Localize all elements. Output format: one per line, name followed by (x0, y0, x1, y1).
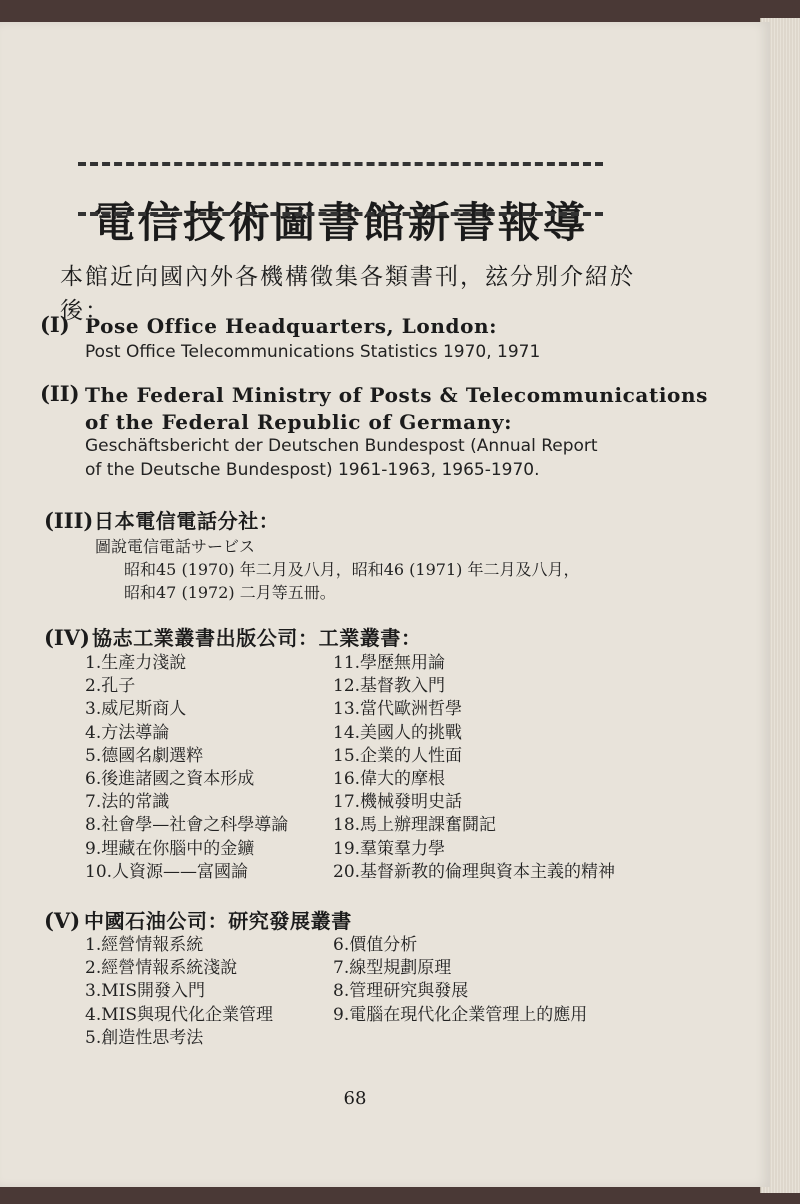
list-item: 17.機械發明史話 (333, 792, 463, 813)
list-item: 3.威尼斯商人 (85, 699, 187, 720)
list-item: 18.馬上辦理課奮鬪記 (333, 815, 497, 836)
section-5-heading: 中國石油公司：研究發展叢書 (84, 909, 352, 933)
list-item: 4.MIS與現代化企業管理 (85, 1004, 273, 1025)
section-1-body: Post Office Telecommunications Statistics 1970, 1971 (85, 342, 541, 362)
list-item: 2.孔子 (85, 676, 136, 697)
list-item: 7.線型規劃原理 (333, 958, 452, 979)
section-3-subtitle: 圖說電信電話サービス (95, 537, 256, 556)
book-page (0, 22, 770, 1187)
page-title: 電信技術圖書館新書報導 (92, 198, 588, 247)
section-4-right-list (333, 652, 615, 884)
list-item: 3.MIS開發入門 (85, 981, 205, 1002)
list-item: 5.德國名劇選粹 (85, 745, 204, 766)
list-item: 14.美國人的挑戰 (333, 722, 463, 743)
section-5-right-list (333, 934, 587, 1027)
list-item: 8.社會學—社會之科學導論 (85, 815, 289, 836)
list-item: 6.後進諸國之資本形成 (85, 768, 255, 789)
list-item: 9.埋藏在你腦中的金鑛 (85, 838, 255, 859)
list-item: 9.電腦在現代化企業管理上的應用 (333, 1004, 588, 1025)
list-item: 6.價值分析 (333, 935, 418, 955)
list-item: 4.方法導論 (85, 722, 170, 743)
section-1-heading: Pose Office Headquarters, London: (85, 314, 498, 338)
section-4-heading: 協志工業叢書出版公司：工業叢書： (92, 626, 422, 650)
section-3-line1: 昭和45 (1970) 年二月及八月，昭和46 (1971) 年二月及八月， (124, 560, 580, 579)
list-item: 5.創造性思考法 (85, 1027, 204, 1048)
section-5-left-list (85, 934, 273, 1050)
list-item: 8.管理研究與發展 (333, 981, 469, 1002)
title-rule-bottom (78, 212, 603, 216)
list-item: 12.基督教入門 (333, 676, 446, 697)
section-5-label: (V) (44, 908, 81, 933)
section-4-left-list (85, 652, 288, 884)
section-1-label: (I) (40, 312, 70, 337)
section-3-line2: 昭和47 (1972) 二月等五冊。 (124, 583, 336, 602)
list-item: 2.經營情報系統淺說 (85, 958, 238, 979)
section-3-heading: 日本電信電話分社： (94, 509, 280, 533)
section-4-label: (IV) (44, 625, 90, 650)
section-2-label: (II) (40, 381, 80, 406)
section-2-heading-line1: The Federal Ministry of Posts & Telecommunications (85, 383, 708, 407)
section-2-heading-line2: of the Federal Republic of Germany: (85, 410, 513, 434)
intro-paragraph: 本館近向國內外各機構徵集各類書刊，玆分別介紹於後： (60, 264, 635, 324)
list-item: 1.經營情報系統 (85, 935, 204, 955)
list-item: 13.當代歐洲哲學 (333, 699, 463, 720)
list-item: 19.羣策羣力學 (333, 838, 446, 859)
list-item: 1.生產力淺說 (85, 653, 187, 673)
list-item: 11.學歷無用論 (333, 653, 446, 673)
section-3-label: (III) (44, 508, 94, 533)
list-item: 7.法的常識 (85, 792, 170, 813)
title-rule-top (78, 162, 603, 166)
list-item: 16.偉大的摩根 (333, 768, 446, 789)
list-item: 20.基督新教的倫理與資本主義的精神 (333, 861, 616, 882)
page-number: 68 (343, 1088, 367, 1109)
section-2-body-line2: of the Deutsche Bundespost) 1961-1963, 1965-1970. (85, 460, 540, 480)
list-item: 15.企業的人性面 (333, 745, 463, 766)
section-2-body-line1: Geschäftsbericht der Deutschen Bundespost (Annual Report (85, 436, 598, 456)
list-item: 10.人資源——富國論 (85, 861, 249, 882)
